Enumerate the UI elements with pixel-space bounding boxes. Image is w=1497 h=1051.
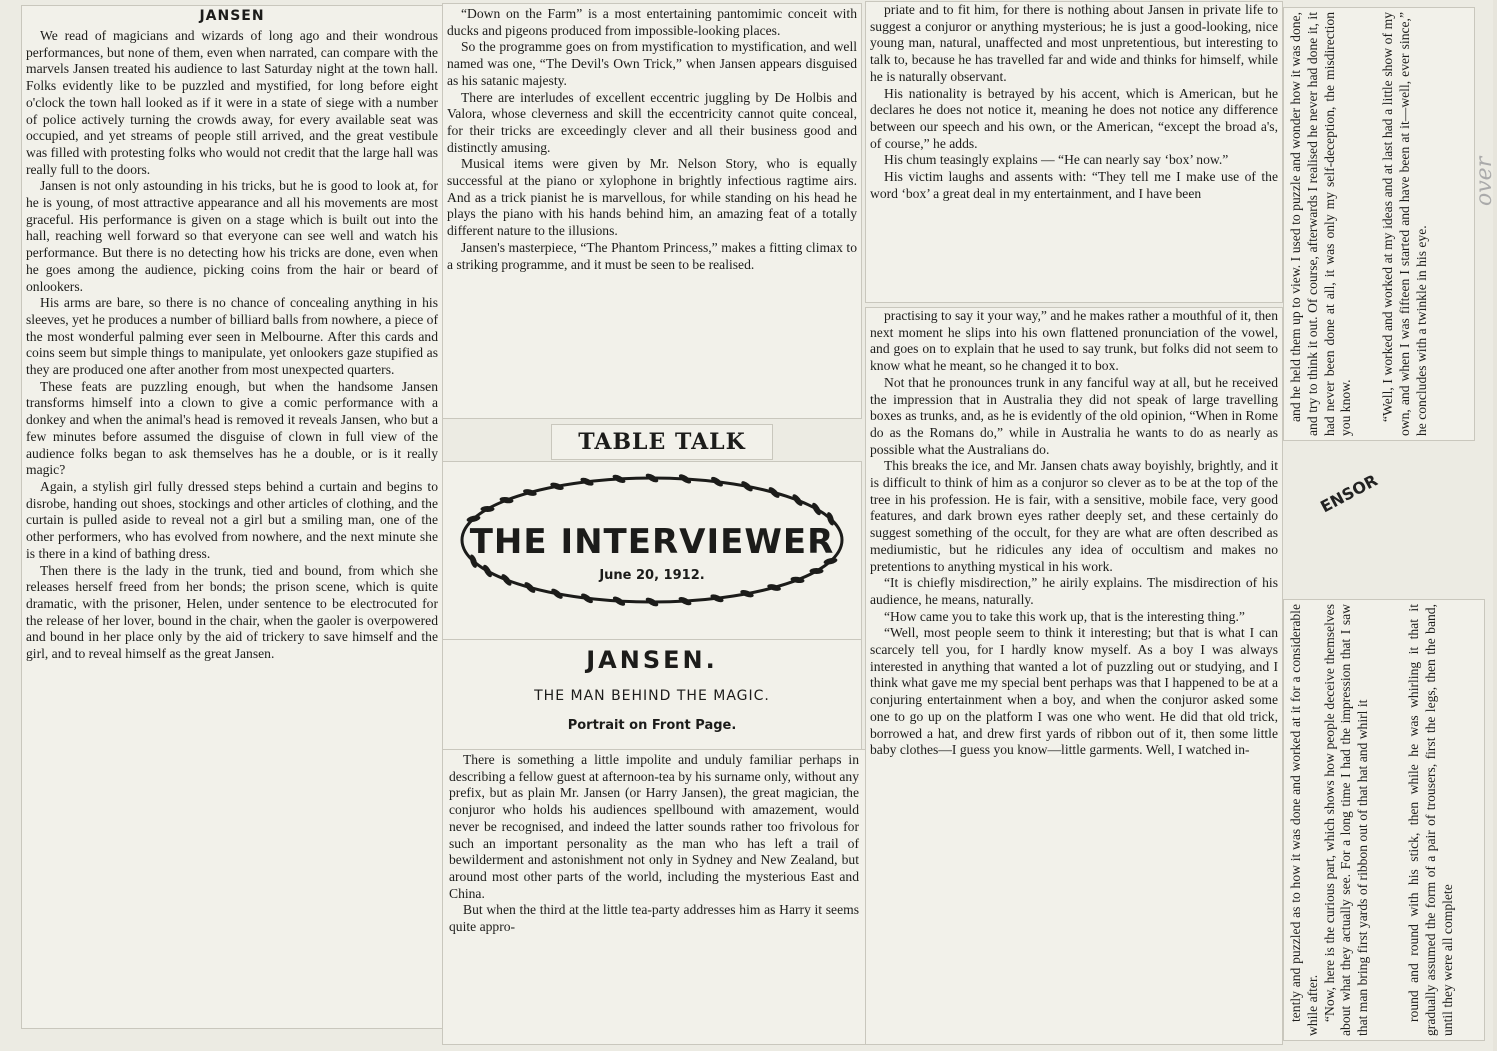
side-clipping-top: [1284, 8, 1474, 440]
paragraph: and he held them up to view. I used to puzzle and wonder how it was done, and try to think it out. Of course, afterwards I realised he never had done it, it had never been done at all, it was only my self-deception, the misdirection you know.: [1288, 12, 1354, 436]
paragraph: “Well, most people seem to think it interesting; but that is what I can scarcely tell you, for I hardly know myself. As a boy I was always interested in anything that wanted a lot of puzzling out or studying, and I think what gave me my special bent perhaps was that I happened to be at a conjuring entertainment when a boy, and when the conjuror asked some one to go up on the platform I was one who went. He did that old trick, borrowed a hat, and drew first yards of ribbon out of it, then some little baby clothes—I guess you know—little garments. Well, I watched in-: [870, 625, 1278, 758]
paragraph: Again, a stylish girl fully dressed steps behind a curtain and begins to disrobe, handing out shoes, stockings and other articles of clothing, and the curtain is pulled aside to reveal not a girl but a smiling man, one of the other performers, who has evolved from nowhere, and the next minute she is there in a kind of bathing dress.: [26, 478, 438, 561]
paragraph: These feats are puzzling enough, but when the handsome Jansen transforms himself into a clown to give a comic performance with a donkey and when the animal's head is removed it reveals Jansen, who but a few minutes before assumed the disguise of clown in full view of the audience folks began to ask themselves has he a double, or is it really magic?: [26, 378, 438, 478]
paragraph: Then there is the lady in the trunk, tied and bound, from which she releases herself freed from her bonds; the prison scene, which is quite dramatic, with the prisoner, Helen, under sentence to be electrocuted for the release of her lover, bound in the chair, when the gaoler is overpowered and bound in her place only by the aid of trickery to save himself and the girl, and to reveal himself as the great Jansen.: [26, 562, 438, 662]
paragraph: We read of magicians and wizards of long ago and their wondrous performances, but none of them, even when narrated, can compare with the marvels Jansen treated his audience to last Saturday night at the town hall. Folks evidently like to be puzzled and mystified, for long before eight o'clock the town hall looked as if it were in a state of siege with a number of police actively turning the crowds away, for every available seat was occupied, and yet streams of people still arrived, and the great vestibule was filled with protesting folks who would not credit that the large hall was really full to the doors.: [26, 28, 438, 177]
paragraph: Jansen's masterpiece, “The Phantom Princess,” makes a fitting climax to a striking programme, and it must be seen to be realised.: [447, 239, 857, 272]
paragraph: His victim laughs and assents with: “They tell me I make use of the word ‘box’ a great deal in my entertainment, and I have been: [870, 169, 1278, 201]
laurel-leaf-icon: [739, 589, 754, 599]
paragraph: There is something a little impolite and unduly familiar perhaps in describing a fellow guest at afternoon-tea by his surname only, without any prefix, but as plain Mr. Jansen (or Harry Jansen), the great magician, the conjuror who holds his audiences spellbound with amazement, would never be recognised, and indeed the latter sounds rather too frivolous for such an important personality as the man who has left a trail of bewilderment and astonishment not only in Sydney and New Zealand, but around most other parts of the world, including the mysterious East and China.: [449, 752, 859, 901]
masthead-date: June 20, 1912.: [599, 568, 705, 583]
laurel-leaf-icon: [579, 476, 594, 487]
laurel-leaf-icon: [522, 488, 537, 497]
paragraph: “How came you to take this work up, that is the interesting thing.”: [884, 608, 1245, 624]
paragraph: But when the third at the little tea-party addresses him as Harry it seems quite appro-: [449, 902, 859, 935]
stamp-text: ENSOR: [1317, 470, 1381, 517]
paragraph: “Now, here is the curious part, which shows how people deceive themselves about what they actually see. For a long time I had the impression that I saw that man bring first yards of ribbon out of that hat and whirl it: [1321, 604, 1371, 1036]
side-text-bottom-b: [1406, 604, 1456, 1036]
paragraph: Musical items were given by Mr. Nelson Story, who is equally successful at the piano or xylophone in brightly infectious ragtime airs. And as a trick pianist he is marvellous, for while standing on his head he plays the piano with his hands behind him, an amazing feat of a totally different nature to the illusions.: [447, 156, 857, 239]
side-text-bottom-a: [1288, 604, 1372, 1036]
paragraph: This breaks the ice, and Mr. Jansen chats away boyishly, brightly, and it is difficult to think of him as a conjuror so clever as to be at the top of the tree in his profession. He is fair, with a sensitive, mobile face, very good features, and dark brown eyes rather deeply set, and these certainly do suggest something of the occult, for they are what are often described as mediumistic, but he ridicules any idea of occultism and makes no pretentions to anything mystical in his work.: [870, 458, 1278, 574]
article-programme: [443, 4, 861, 418]
interviewer-masthead: [443, 462, 861, 650]
handwritten-note: [1472, 157, 1497, 206]
table-talk-label: [552, 425, 772, 459]
paragraph: So the programme goes on from mystification to mystification, and well named was one, “The Devil's Own Trick,” when Jansen appears disguised as his satanic majesty.: [447, 39, 857, 88]
portrait-note: Portrait on Front Page.: [567, 718, 737, 733]
ensor-stamp: [1317, 471, 1380, 517]
article-jansen-review: [22, 6, 442, 1028]
side-text-top-b: [1380, 12, 1430, 436]
note-text: over: [1472, 156, 1497, 206]
interview-part-3: [866, 308, 1282, 1044]
paragraph: His arms are bare, so there is no chance of concealing anything in his sleeves, yet he produces a number of billiard balls from nowhere, a piece of the most wonderful palming ever seen in Melbourne. After this cards and coins seem but simple things to manipulate, yet onlookers gaze stupified as they are produced one after another from most unexpected quarters.: [26, 295, 438, 378]
laurel-leaf-icon: [791, 493, 804, 508]
paragraph: “Down on the Farm” is a most entertaining pantomimic conceit with ducks and pigeons produced from impossible-looking places.: [447, 6, 857, 38]
article-heading: JANSEN: [199, 8, 265, 24]
masthead-title: THE INTERVIEWER: [469, 522, 835, 562]
paragraph: practising to say it your way,” and he makes rather a mouthful of it, then next moment he slips into his own flattened pronunciation of the vowel, and goes on to explain that he used to say trunk, but folks did not seem to know what he meant, so he changed it to box.: [870, 308, 1278, 374]
paragraph: Jansen is not only astounding in his tricks, but he is good to look at, for he is young, of most attractive appearance and all his movements are most graceful. His performance is given on a stage which is built out into the hall, reaching well forward so that everyone can see well and watch his performance. But there is no detecting how his tricks are done, even when he goes among the audience, picking coins from the hair or beard of onlookers.: [26, 178, 438, 294]
paragraph: His chum teasingly explains — “He can nearly say ‘box’ now.”: [884, 152, 1229, 168]
side-text-top-a: [1288, 12, 1355, 436]
laurel-leaf-icon: [810, 501, 822, 516]
paragraph: Not that he pronounces trunk in any fanciful way at all, but he received the impression that in Australia they did not speak of large travelling boxes as trunks, and, as he is evidently of the old opinion, “When in Rome do as the Romans do,” while in Australia he wants to do as nearly as possible what the Australians do.: [870, 374, 1278, 457]
interview-part-1: [443, 750, 865, 1044]
paragraph: tently and puzzled as to how it was done and worked at it for a considerable while after.: [1288, 604, 1320, 1036]
paragraph: His nationality is betrayed by his accent, which is American, but he declares he does not notice it, meaning he does not notice any difference between our speech and his own, or the American, “except the broad a's, of course,” he adds.: [870, 85, 1278, 151]
paragraph: round and round with his stick, then while he was whirling it that it gradually assumed the form of a pair of trousers, first the legs, then the band, until they were all complete: [1406, 604, 1455, 1036]
paragraph: priate and to fit him, for there is nothing about Jansen in private life to suggest a conjuror or anything mysterious; he is just a good-looking, nice young man, natural, unaffected and most unpretentious, but interesting to talk to, because he has travelled far and wide and thinks for himself, while he is naturally observant.: [870, 2, 1278, 84]
laurel-leaf-icon: [709, 593, 724, 604]
interview-part-2: [866, 2, 1282, 302]
interview-heading: [443, 640, 861, 754]
interview-name: JANSEN.: [586, 646, 718, 674]
paragraph: “Well, I worked and worked at my ideas and at last had a little show of my own, and when I was fifteen I started and have been at it—well, ever since,” he concludes with a twinkle in his eye.: [1380, 12, 1429, 436]
side-clipping-bottom: [1284, 600, 1484, 1040]
paragraph: There are interludes of excellent eccentric juggling by De Holbis and Valora, whose cleverness and skill the eccentricity cannot quite conceal, for their tricks are exceedingly clever and all their business good and distinctly amusing.: [447, 89, 857, 155]
laurel-leaf-icon: [549, 481, 564, 491]
paragraph: “It is chiefly misdirection,” he airily explains. The misdirection of his audience, he means, naturally.: [870, 575, 1278, 607]
interview-subtitle: THE MAN BEHIND THE MAGIC.: [534, 688, 770, 704]
laurel-leaf-icon: [767, 583, 782, 592]
table-talk-text: TABLE TALK: [578, 429, 746, 455]
